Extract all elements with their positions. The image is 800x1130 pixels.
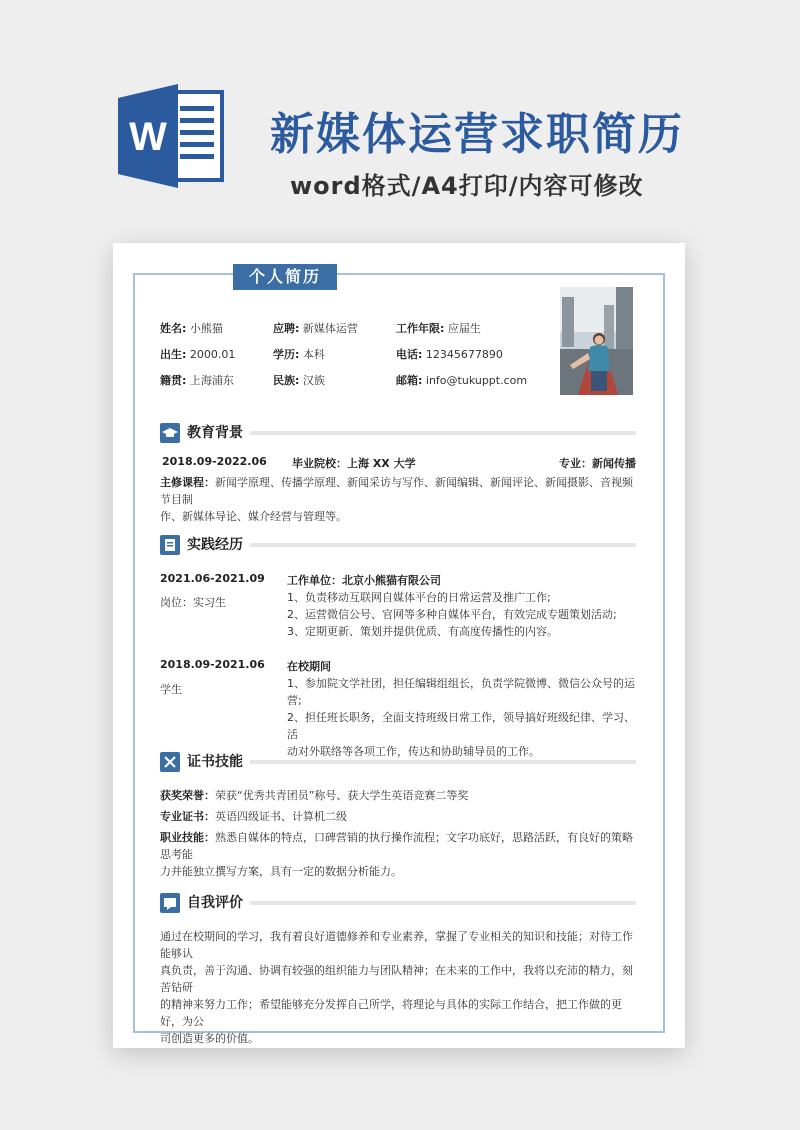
education-courses: 主修课程：新闻学原理、传播学原理、新闻采访与写作、新闻编辑、新闻评论、新闻摄影、音视频节目制 作、新媒体导论、媒介经营与管理等。 bbox=[160, 476, 633, 523]
skills-title: 证书技能 bbox=[187, 754, 243, 770]
self-divider bbox=[250, 901, 636, 905]
practice-item-2-org: 在校期间 bbox=[287, 660, 331, 673]
practice-item-1-desc: 1、负责移动互联网自媒体平台的日常运营及推广工作; 2、运营微信公号、官网等多种自媒体平台，有效完成专题策划活动; 3、定期更新、策划并提供优质、有高度传播性的内容。 bbox=[287, 591, 617, 638]
self-header bbox=[160, 893, 636, 913]
practice-item-2-period: 2018.09-2021.06 bbox=[160, 658, 265, 671]
personal-phone: 电话: 12345677890 bbox=[396, 348, 503, 361]
personal-apply: 应聘: 新媒体运营 bbox=[273, 322, 358, 335]
education-divider bbox=[250, 431, 636, 435]
education-period: 2018.09-2022.06 bbox=[162, 455, 267, 468]
education-school: 毕业院校：上海 XX 大学 bbox=[292, 457, 416, 470]
skills-header bbox=[160, 752, 636, 772]
document-edit-icon bbox=[160, 535, 180, 555]
personal-native: 籍贯: 上海浦东 bbox=[160, 374, 234, 387]
practice-item-2-desc: 1、参加院文学社团，担任编辑组组长，负责学院微博、微信公众号的运营; 2、担任班长职务，全面支持班级日常工作，领导搞好班级纪律、学习、活 动对外联络等各项工作，传达和协助辅导员的工作。 bbox=[287, 677, 635, 758]
resume-title-tab: 个人简历 bbox=[233, 264, 337, 290]
personal-edu: 学历: 本科 bbox=[273, 348, 325, 361]
practice-item-1-org: 工作单位：北京小熊猫有限公司 bbox=[287, 574, 441, 587]
word-logo-letter: W bbox=[129, 115, 167, 159]
practice-item-2-role: 学生 bbox=[160, 683, 182, 696]
graduation-cap-icon bbox=[160, 423, 180, 443]
skills-cert: 专业证书：英语四级证书、计算机二级 bbox=[160, 810, 347, 823]
practice-item-1-role: 岗位：实习生 bbox=[160, 596, 226, 609]
comment-icon bbox=[160, 893, 180, 913]
banner-title: 新媒体运营求职简历 bbox=[270, 109, 684, 160]
practice-header bbox=[160, 535, 636, 555]
self-evaluation-text: 通过在校期间的学习，我有着良好道德修养和专业素养，掌握了专业相关的知识和技能；对待工作能够认 真负责，善于沟通、协调有较强的组织能力与团队精神；在未来的工作中，我将以充沛的精力，刻苦钻研 的精神来努力工作；希望能够充分发挥自己所学，将理论与具体的实际工作结合，把工作做的更好，为公 司创造更多的价值。 bbox=[160, 930, 633, 1045]
education-header bbox=[160, 423, 636, 443]
personal-years: 工作年限: 应届生 bbox=[396, 322, 481, 335]
word-logo-icon bbox=[118, 84, 228, 188]
tools-icon bbox=[160, 752, 180, 772]
personal-email: 邮箱: info@tukuppt.com bbox=[396, 374, 528, 387]
practice-divider bbox=[250, 543, 636, 547]
skills-divider bbox=[250, 760, 636, 764]
banner-subtitle: word格式/A4打印/内容可修改 bbox=[290, 172, 644, 200]
profile-photo bbox=[560, 287, 633, 395]
practice-item-1-period: 2021.06-2021.09 bbox=[160, 572, 265, 585]
skills-career: 职业技能：熟悉自媒体的特点，口碑营销的执行操作流程；文字功底好，思路活跃，有良好的策略思考能 力并能独立撰写方案，具有一定的数据分析能力。 bbox=[160, 831, 633, 878]
education-major: 专业：新闻传播 bbox=[559, 457, 636, 470]
practice-title: 实践经历 bbox=[187, 537, 243, 553]
personal-ethnic: 民族: 汉族 bbox=[273, 374, 325, 387]
education-title: 教育背景 bbox=[187, 425, 243, 441]
self-title: 自我评价 bbox=[187, 895, 243, 911]
personal-birth: 出生: 2000.01 bbox=[160, 348, 236, 361]
personal-name: 姓名: 小熊猫 bbox=[160, 322, 223, 335]
skills-award: 获奖荣誉：荣获“优秀共青团员”称号、获大学生英语竞赛二等奖 bbox=[160, 789, 469, 802]
